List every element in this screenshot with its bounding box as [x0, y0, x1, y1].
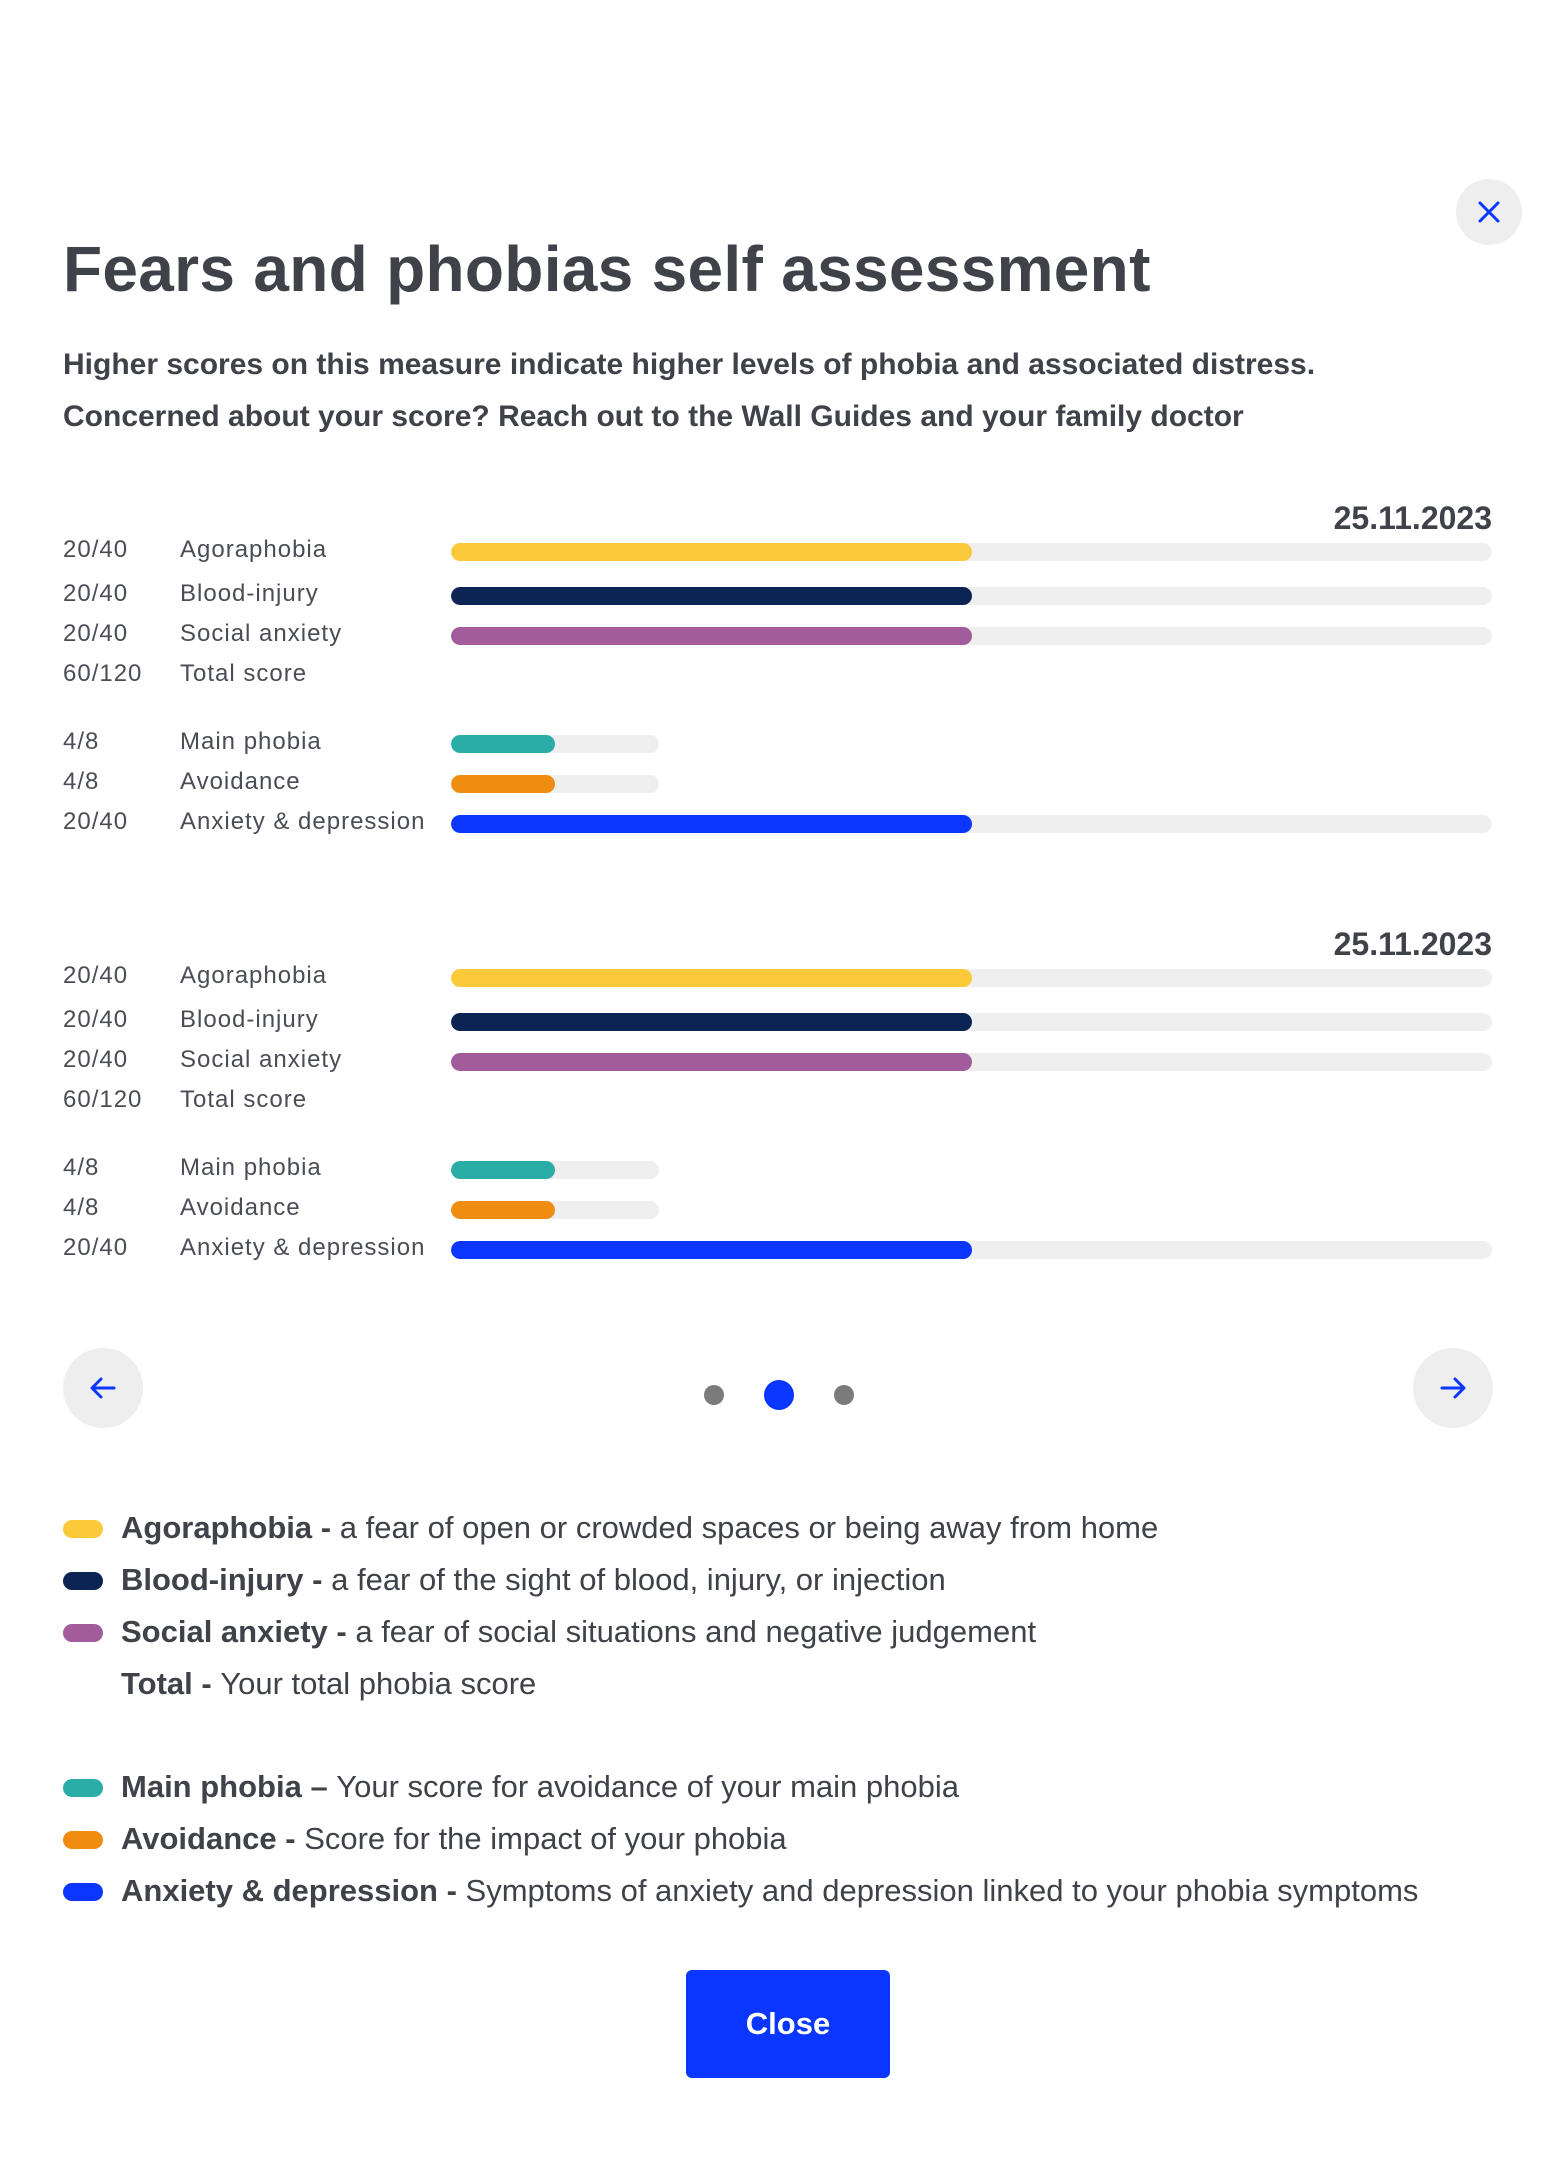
score-bar-fill [451, 815, 972, 833]
score-value: 20/40 [63, 536, 129, 563]
score-label: Anxiety & depression [180, 1234, 426, 1261]
legend-text [121, 1769, 959, 1805]
score-bar-fill [451, 1161, 555, 1179]
previous-page-button[interactable] [63, 1348, 143, 1428]
score-row-total-score [63, 1086, 1492, 1116]
legend-swatch [63, 1520, 103, 1538]
score-bar-track [451, 1201, 659, 1219]
legend-separator: – [301, 1769, 337, 1804]
score-bar-fill [451, 627, 972, 645]
score-row-main-phobia [63, 728, 1492, 758]
legend-description: Symptoms of anxiety and depression linked to your phobia symptoms [465, 1873, 1419, 1908]
score-value: 4/8 [63, 728, 100, 755]
score-value: 20/40 [63, 808, 129, 835]
legend-item-total-score [63, 1666, 1533, 1706]
legend-item-anxiety-depression [63, 1873, 1533, 1913]
score-bar-track [451, 775, 659, 793]
score-row-agoraphobia [63, 962, 1492, 992]
score-bar-fill [451, 735, 555, 753]
score-label: Avoidance [180, 768, 301, 795]
legend-text [121, 1562, 946, 1598]
legend-term: Agoraphobia [121, 1510, 313, 1545]
legend-term: Main phobia [121, 1769, 302, 1804]
score-label: Social anxiety [180, 1046, 343, 1073]
score-label: Main phobia [180, 728, 322, 755]
score-row-avoidance [63, 768, 1492, 798]
score-row-avoidance [63, 1194, 1492, 1224]
score-value: 60/120 [63, 1086, 143, 1113]
score-bar-track [451, 587, 1492, 605]
legend-swatch [63, 1572, 103, 1590]
score-label: Blood-injury [180, 580, 319, 607]
score-row-anxiety-depression [63, 1234, 1492, 1264]
score-bar-track [451, 543, 1492, 561]
score-row-agoraphobia [63, 536, 1492, 566]
result-date: 25.11.2023 [1333, 500, 1492, 536]
score-bar-fill [451, 1013, 972, 1031]
legend-separator: - [276, 1821, 305, 1856]
score-label: Blood-injury [180, 1006, 319, 1033]
legend-description: a fear of social situations and negative judgement [355, 1614, 1037, 1649]
score-bar-track [451, 815, 1492, 833]
subtitle-concern-info: Concerned about your score? Reach out to the Wall Guides and your family doctor [63, 400, 1244, 433]
legend-text [121, 1666, 536, 1702]
arrow-left-icon [88, 1373, 118, 1403]
score-bar-track [451, 1161, 659, 1179]
close-button[interactable]: Close [686, 1970, 890, 2078]
score-label: Social anxiety [180, 620, 343, 647]
legend-text [121, 1614, 1036, 1650]
legend-text [121, 1873, 1418, 1909]
legend-term: Social anxiety [121, 1614, 328, 1649]
score-bar-fill [451, 543, 972, 561]
next-page-button[interactable] [1413, 1348, 1493, 1428]
legend-separator: - [192, 1666, 221, 1701]
legend-description: a fear of the sight of blood, injury, or injection [331, 1562, 946, 1597]
legend-item-agoraphobia [63, 1510, 1533, 1550]
legend-item-blood-injury [63, 1562, 1533, 1602]
legend-separator: - [312, 1510, 340, 1545]
score-row-social-anxiety [63, 1046, 1492, 1076]
score-value: 20/40 [63, 1046, 129, 1073]
score-label: Anxiety & depression [180, 808, 426, 835]
legend-separator: - [437, 1873, 466, 1908]
score-bar-track [451, 735, 659, 753]
score-bar-fill [451, 969, 972, 987]
score-label: Agoraphobia [180, 962, 328, 989]
legend-description: Score for the impact of your phobia [304, 1821, 787, 1856]
score-value: 20/40 [63, 962, 129, 989]
score-bar-fill [451, 587, 972, 605]
score-bar-track [451, 627, 1492, 645]
legend-item-main-phobia [63, 1769, 1533, 1809]
score-row-blood-injury [63, 580, 1492, 610]
legend-item-avoidance [63, 1821, 1533, 1861]
page-dot-active[interactable] [764, 1380, 794, 1410]
score-bar-fill [451, 775, 555, 793]
legend-term: Total [121, 1666, 193, 1701]
score-bar-track [451, 1241, 1492, 1259]
score-label: Main phobia [180, 1154, 322, 1181]
score-bar-track [451, 969, 1492, 987]
legend-description: Your total phobia score [220, 1666, 537, 1701]
score-value: 20/40 [63, 580, 129, 607]
score-row-anxiety-depression [63, 808, 1492, 838]
result-block [63, 926, 1492, 1286]
score-value: 60/120 [63, 660, 143, 687]
legend-text [121, 1821, 787, 1857]
score-bar-fill [451, 1241, 972, 1259]
legend-swatch [63, 1779, 103, 1797]
score-label: Total score [180, 1086, 308, 1113]
score-value: 4/8 [63, 768, 100, 795]
legend-separator: - [303, 1562, 332, 1597]
close-dialog-button[interactable] [1456, 179, 1522, 245]
score-bar-fill [451, 1201, 555, 1219]
legend-term: Avoidance [121, 1821, 277, 1856]
legend-swatch [63, 1624, 103, 1642]
legend-text [121, 1510, 1158, 1546]
page-title: Fears and phobias self assessment [63, 233, 1151, 305]
score-row-total-score [63, 660, 1492, 690]
legend-description: Your score for avoidance of your main phobia [336, 1769, 959, 1804]
score-bar-track [451, 1053, 1492, 1071]
legend-swatch [63, 1883, 103, 1901]
page-dot[interactable] [704, 1385, 724, 1405]
score-value: 20/40 [63, 1234, 129, 1261]
result-block [63, 500, 1492, 860]
score-value: 4/8 [63, 1154, 100, 1181]
legend-item-social-anxiety [63, 1614, 1533, 1654]
score-label: Agoraphobia [180, 536, 328, 563]
close-icon [1476, 199, 1502, 225]
subtitle-scores-info: Higher scores on this measure indicate higher levels of phobia and associated distress. [63, 348, 1316, 381]
legend-swatch [63, 1831, 103, 1849]
score-value: 4/8 [63, 1194, 100, 1221]
legend-separator: - [327, 1614, 356, 1649]
score-label: Avoidance [180, 1194, 301, 1221]
score-row-social-anxiety [63, 620, 1492, 650]
legend-description: a fear of open or crowded spaces or being away from home [339, 1510, 1159, 1545]
legend-term: Blood-injury [121, 1562, 304, 1597]
score-label: Total score [180, 660, 308, 687]
arrow-right-icon [1438, 1373, 1468, 1403]
score-bar-track [451, 1013, 1492, 1031]
score-value: 20/40 [63, 1006, 129, 1033]
score-row-blood-injury [63, 1006, 1492, 1036]
result-date: 25.11.2023 [1333, 926, 1492, 962]
legend-term: Anxiety & depression [121, 1873, 438, 1908]
score-row-main-phobia [63, 1154, 1492, 1184]
score-value: 20/40 [63, 620, 129, 647]
score-bar-fill [451, 1053, 972, 1071]
page-dot[interactable] [834, 1385, 854, 1405]
